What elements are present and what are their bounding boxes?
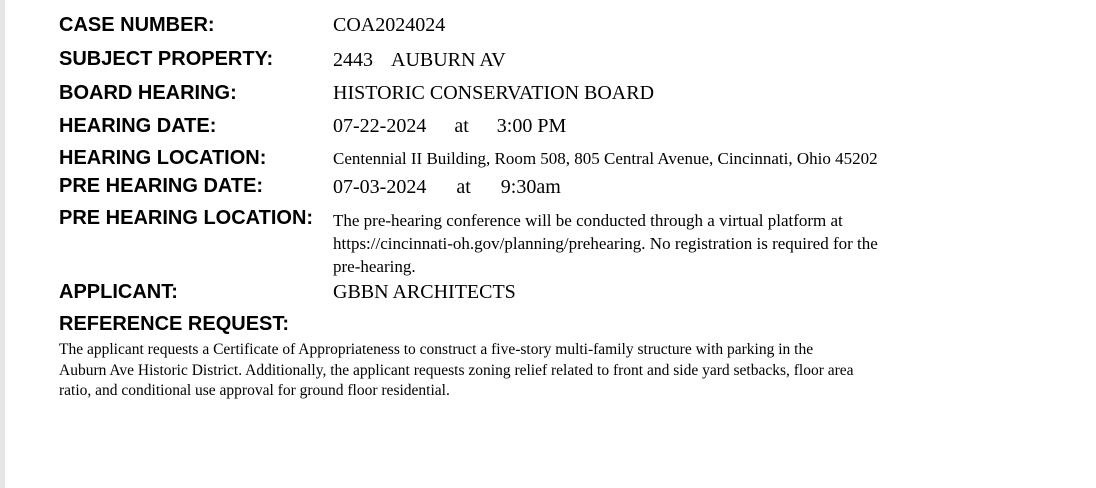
- case-number-value: COA2024024: [333, 14, 446, 36]
- hearing-location-label: HEARING LOCATION:: [59, 147, 267, 169]
- reference-request-line: The applicant requests a Certificate of Appropriateness to construct a five-story multi-family structure with parking in the: [59, 341, 814, 358]
- subject-property-label: SUBJECT PROPERTY:: [59, 48, 274, 70]
- applicant-value: GBBN ARCHITECTS: [333, 281, 516, 303]
- hearing-date: 07-22-2024: [333, 115, 427, 137]
- pre-hearing-location-label: PRE HEARING LOCATION:: [59, 207, 314, 229]
- applicant-label: APPLICANT:: [59, 281, 178, 303]
- reference-request-line: Auburn Ave Historic District. Additionally, the applicant requests zoning relief related to front and side yard setbacks, floor area: [59, 361, 854, 379]
- pre-hearing-date: 07-03-2024: [333, 176, 427, 198]
- hearing-date-label: HEARING DATE:: [59, 115, 217, 137]
- pre-hearing-at: at: [456, 176, 471, 198]
- pre-hearing-location-line: pre-hearing.: [333, 257, 416, 276]
- pre-hearing-location-line: https://cincinnati-oh.gov/planning/prehearing. No registration is required for the: [333, 234, 878, 253]
- property-street: AUBURN AV: [391, 49, 506, 71]
- reference-request-line: ratio, and conditional use approval for ground floor residential.: [59, 382, 450, 399]
- board-hearing-label: BOARD HEARING:: [59, 82, 237, 104]
- hearing-location-value: Centennial II Building, Room 508, 805 Central Avenue, Cincinnati, Ohio 45202: [333, 149, 878, 168]
- board-hearing-value: HISTORIC CONSERVATION BOARD: [333, 82, 655, 104]
- case-number-label: CASE NUMBER:: [59, 14, 215, 36]
- hearing-date-value: [333, 116, 566, 136]
- pre-hearing-date-label: PRE HEARING DATE:: [59, 175, 264, 197]
- reference-request-label: REFERENCE REQUEST:: [59, 313, 290, 335]
- pre-hearing-date-value: [333, 177, 561, 197]
- hearing-time: 3:00 PM: [496, 115, 567, 137]
- subject-property-value: [333, 50, 506, 70]
- pre-hearing-location-line: The pre-hearing conference will be conducted through a virtual platform at: [333, 211, 843, 230]
- pre-hearing-location-text: [333, 209, 1023, 278]
- reference-request-text: [59, 340, 1019, 402]
- pre-hearing-time: 9:30am: [500, 176, 561, 198]
- property-number: 2443: [333, 49, 373, 71]
- hearing-at: at: [454, 115, 469, 137]
